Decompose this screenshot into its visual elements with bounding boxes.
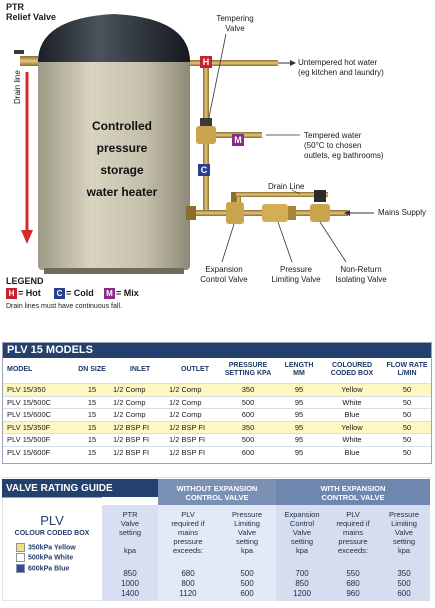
mix-badge: M: [232, 134, 244, 146]
table-cell: 500: [241, 397, 255, 407]
with-expansion-header: WITH EXPANSION CONTROL VALVE: [320, 484, 386, 502]
table-cell: Yellow: [341, 422, 363, 432]
drain-line-left-label: Drain line: [13, 70, 22, 104]
table-cell: PLV 15/500F: [7, 435, 51, 444]
table-cell: 1/2 Comp: [169, 385, 202, 394]
table-cell: 50: [402, 422, 412, 432]
table-cell: Yellow: [341, 385, 363, 394]
non-return-valve-body: [310, 204, 330, 222]
table-cell: 1/2 BSP FI: [113, 435, 150, 444]
table-cell: 15: [87, 397, 97, 407]
plv-label: PLV: [40, 513, 64, 528]
table-cell: 1/2 BSP FI: [169, 435, 206, 444]
legend-mix: [104, 288, 139, 299]
table-cell: 50: [402, 447, 412, 457]
models-col-header: OUTLET: [181, 366, 209, 373]
tempered-water-label: Tempered water (50°C to chosen outlets, eg bathrooms): [304, 131, 384, 160]
models-header-row: [3, 360, 431, 382]
table-cell: 600: [241, 410, 255, 419]
colour-coded-box-label: COLOUR CODED BOX: [14, 530, 90, 537]
drain-arrow-head: [21, 230, 33, 244]
ptr-valve-lever: [14, 50, 24, 54]
drain-line-right-label: Drain Line: [268, 182, 305, 191]
table-cell: 50: [402, 435, 412, 444]
valve-guide-col-values: 680 800 1120: [179, 569, 197, 598]
nrv-leader: [320, 222, 346, 262]
tank-lid: [38, 14, 190, 62]
expansion-valve-body: [226, 202, 244, 224]
legend-cold: [54, 288, 94, 299]
table-cell: Blue: [344, 410, 360, 419]
table-cell: 95: [294, 397, 304, 407]
table-cell: PLV 15/500C: [7, 397, 52, 407]
table-row: [3, 433, 431, 446]
ptr-valve-body: [20, 56, 38, 66]
models-col-header: INLET: [129, 366, 151, 373]
valve-guide-col-header: Expansion Control Valve setting kpa: [284, 510, 320, 555]
hot-badge: H: [200, 56, 212, 68]
legend-hot-badge: H: [6, 288, 17, 299]
models-col-header: COLOURED CODED BOX: [330, 362, 374, 377]
models-title: PLV 15 MODELS: [3, 343, 431, 358]
table-cell: Blue: [344, 447, 360, 457]
table-cell: 1/2 BSP FI: [169, 447, 206, 457]
valve-rating-guide: [2, 477, 430, 601]
valve-guide-col-header: PLV required if mains pressure exceeds:: [171, 510, 205, 555]
plv-models-table: [2, 342, 432, 464]
legend-hot: [6, 288, 41, 299]
valve-guide-col-values: 700 850 1200: [293, 569, 311, 598]
table-cell: 95: [294, 447, 304, 457]
colour-box-text: 500kPa White: [28, 554, 74, 562]
table-cell: 50: [402, 397, 412, 407]
colour-box-text: 350kPa Yellow: [28, 544, 76, 552]
table-cell: PLV 15/350: [7, 385, 46, 394]
table-cell: 600: [241, 447, 255, 457]
models-col-header: PRESSURE SETTING KPA: [224, 362, 272, 377]
table-cell: 15: [87, 422, 97, 432]
tempering-valve-cap: [200, 118, 212, 126]
table-cell: 1/2 Comp: [113, 397, 146, 407]
table-cell: 50: [402, 410, 412, 419]
table-cell: 50: [402, 385, 412, 394]
cold-badge: C: [198, 164, 210, 176]
table-cell: PLV 15/600F: [7, 447, 51, 457]
table-cell: 1/2 BSP FI: [169, 422, 206, 432]
pressure-limiting-valve-label: Pressure Limiting Valve: [271, 265, 321, 284]
models-col-header: FLOW RATE L/MIN: [386, 362, 428, 377]
legend-hot-text: = Hot: [18, 288, 41, 298]
valve-guide-col-values: 350 500 600: [397, 569, 411, 598]
pressure-limiting-valve-nut: [288, 206, 296, 220]
table-cell: White: [342, 435, 362, 444]
table-cell: 1/2 Comp: [169, 397, 202, 407]
valve-guide-title: VALVE RATING GUIDE: [6, 483, 113, 494]
table-row: [3, 383, 431, 396]
table-cell: PLV 15/350F: [7, 422, 51, 432]
tank-base: [44, 268, 184, 274]
table-row: [3, 396, 431, 409]
tempering-valve-body: [196, 126, 216, 144]
table-cell: 1/2 BSP FI: [113, 447, 150, 457]
table-cell: 15: [87, 435, 97, 444]
table-cell: PLV 15/600C: [7, 410, 52, 419]
colour-box-text: 600kPa Blue: [28, 565, 70, 573]
tank-inlet: [186, 206, 196, 220]
table-cell: 95: [294, 410, 304, 419]
legend-cold-badge: C: [54, 288, 65, 299]
table-cell: 95: [294, 385, 304, 394]
table-cell: 1/2 Comp: [169, 410, 202, 419]
valve-guide-col-values: 550 680 960: [346, 569, 360, 598]
cold-pipe-v: [203, 144, 209, 214]
table-cell: 1/2 Comp: [113, 410, 146, 419]
non-return-valve-handle: [314, 190, 326, 202]
valve-guide-col-values: 500 500 600: [240, 569, 254, 598]
without-expansion-header: WITHOUT EXPANSION CONTROL VALVE: [176, 484, 258, 502]
models-body: [3, 383, 431, 459]
plv-leader: [278, 222, 292, 262]
table-cell: 95: [294, 422, 304, 432]
ptr-relief-valve-label: PTR Relief Valve: [6, 2, 57, 22]
valve-guide-col-header: PLV required if mains pressure exceeds:: [336, 510, 370, 555]
models-col-header: MODEL: [7, 366, 33, 373]
legend-title: LEGEND: [6, 276, 44, 286]
expansion-leader: [222, 224, 234, 262]
expansion-control-valve-label: Expansion Control Valve: [200, 265, 248, 284]
valve-guide-col-header: Pressure Limiting Valve setting kpa: [231, 510, 262, 555]
table-cell: 15: [87, 410, 97, 419]
tank-label: Controlled pressure storage water heater: [86, 119, 158, 199]
table-cell: 350: [241, 385, 255, 394]
valve-guide-col-header: Pressure Limiting Valve setting kpa: [388, 510, 419, 555]
table-cell: 500: [241, 435, 255, 444]
tempering-valve-label: Tempering Valve: [216, 14, 254, 33]
table-cell: 350: [241, 422, 255, 432]
non-return-isolating-valve-label: Non-Return Isolating Valve: [335, 265, 387, 284]
table-cell: 15: [87, 447, 97, 457]
legend-mix-badge: M: [104, 288, 115, 299]
table-row: [3, 408, 431, 421]
legend-cold-text: = Cold: [66, 288, 94, 298]
table-cell: 95: [294, 435, 304, 444]
models-col-header: LENGTH MM: [284, 362, 314, 377]
pressure-limiting-valve-body: [262, 204, 288, 222]
valve-guide-col-header: PTR Valve setting kpa: [118, 510, 142, 555]
mains-supply-label: Mains Supply: [378, 208, 427, 217]
legend-mix-text: = Mix: [116, 288, 139, 298]
tempering-leader: [208, 34, 226, 122]
untempered-hot-water-label: Untempered hot water (eg kitchen and laundry): [298, 58, 384, 77]
table-row: [3, 446, 431, 459]
valve-guide-columns: [2, 477, 430, 601]
table-row: [3, 421, 431, 434]
table-cell: White: [342, 397, 362, 407]
valve-guide-col-values: 850 1000 1400: [121, 569, 139, 598]
table-cell: 15: [87, 385, 97, 394]
legend-note: Drain lines must have continuous fall.: [6, 303, 122, 310]
table-cell: 1/2 Comp: [113, 385, 146, 394]
table-cell: 1/2 BSP FI: [113, 422, 150, 432]
models-col-header: DN SIZE: [78, 366, 106, 373]
